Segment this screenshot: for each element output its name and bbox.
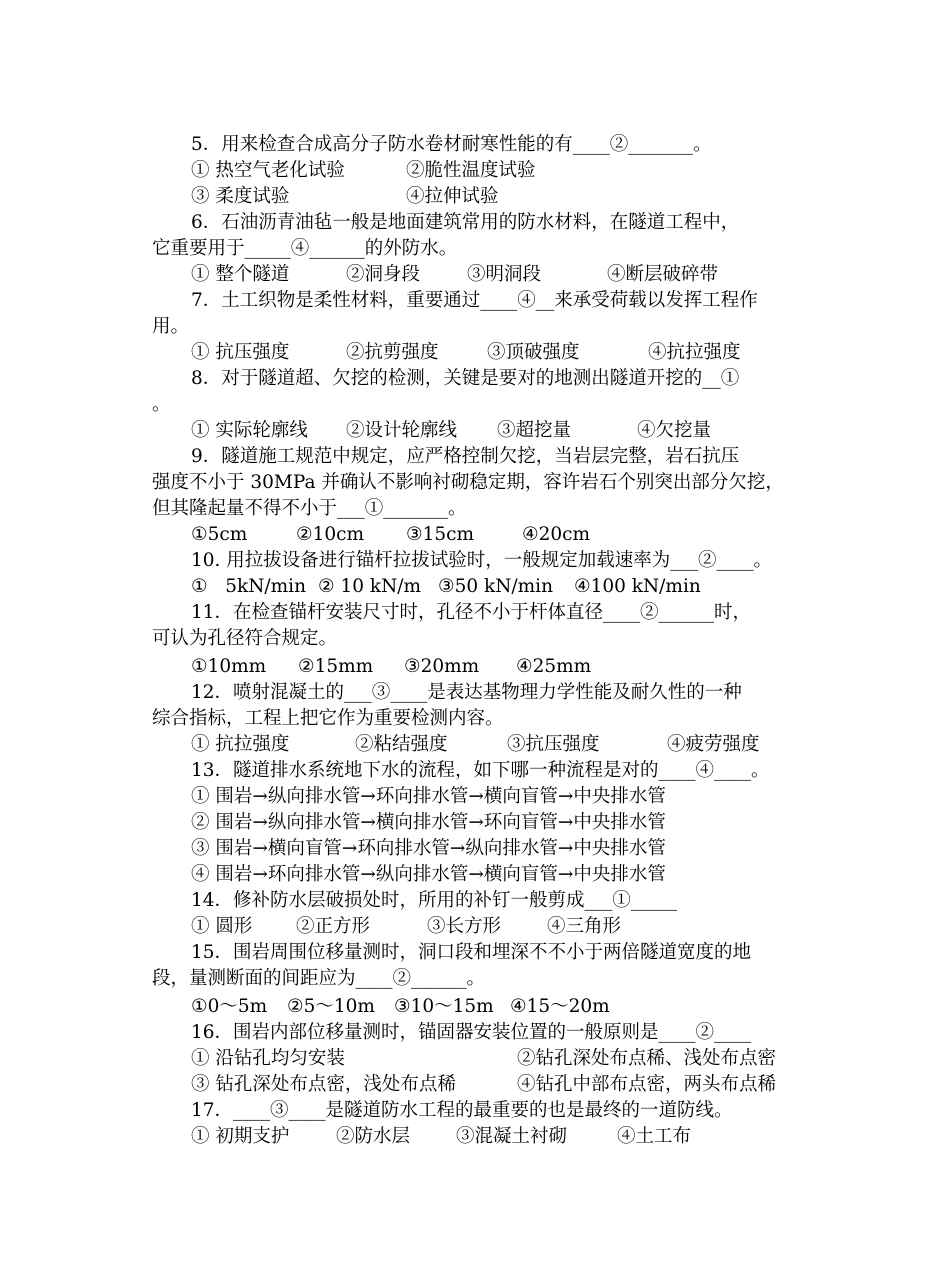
question-11-stem-cont: 可认为孔径符合规定。 — [152, 628, 338, 649]
q5-option-4: ④拉伸试验 — [406, 186, 499, 207]
q16-option-4: ④钻孔中部布点密，两头布点稀 — [517, 1074, 777, 1095]
q15-option-1: ①0～5m — [191, 996, 268, 1017]
q16-option-3: ③ 钻孔深处布点密，浅处布点稀 — [191, 1074, 456, 1095]
q6-option-1: ① 整个隧道 — [191, 264, 290, 285]
question-8-stem: 8．对于隧道超、欠挖的检测，关键是要对的地测出隧道开挖的__① — [191, 368, 740, 389]
q8-option-2: ②设计轮廓线 — [346, 420, 458, 441]
q6-option-2: ②洞身段 — [346, 264, 421, 285]
q17-option-1: ① 初期支护 — [191, 1126, 290, 1147]
question-11-stem: 11．在检查锚杆安装尺寸时，孔径不小于杆体直径____②______时， — [191, 602, 752, 623]
q5-option-1: ① 热空气老化试验 — [191, 160, 345, 181]
q14-option-1: ① 圆形 — [191, 916, 253, 937]
q11-option-1: ①10mm — [191, 656, 267, 677]
q17-option-2: ②防水层 — [336, 1126, 411, 1147]
q7-option-3: ③顶破强度 — [487, 342, 580, 363]
question-14-stem: 14．修补防水层破损处时，所用的补钉一般剪成___①_____ — [191, 890, 678, 911]
question-13-stem: 13．隧道排水系统地下水的流程，如下哪一种流程是对的____④____。 — [191, 760, 770, 781]
question-16-stem: 16．围岩内部位移量测时，锚固器安装位置的一般原则是____②____ — [191, 1022, 752, 1043]
q14-option-4: ④三角形 — [547, 916, 622, 937]
q11-option-3: ③20mm — [404, 656, 480, 677]
q12-option-3: ③抗压强度 — [507, 734, 600, 755]
q12-option-2: ②粘结强度 — [355, 734, 448, 755]
q8-option-4: ④欠挖量 — [637, 420, 712, 441]
q17-option-3: ③混凝土衬砌 — [456, 1126, 568, 1147]
question-17-stem: 17．____③____是隧道防水工程的最重要的也是最终的一道防线。 — [191, 1100, 733, 1121]
q7-option-4: ④抗拉强度 — [648, 342, 741, 363]
q8-option-1: ① 实际轮廓线 — [191, 420, 308, 441]
q10-option-3: ③50 kN/min — [438, 576, 554, 597]
question-12-stem-cont: 综合指标，工程上把它作为重要检测内容。 — [152, 708, 504, 729]
q17-option-4: ④土工布 — [617, 1126, 692, 1147]
q9-option-4: ④20cm — [522, 524, 591, 545]
q8-option-3: ③超挖量 — [497, 420, 572, 441]
q7-option-2: ②抗剪强度 — [346, 342, 439, 363]
q6-option-3: ③明洞段 — [467, 264, 542, 285]
question-15-stem: 15．围岩周围位移量测时，洞口段和埋深不不小于两倍隧道宽度的地 — [191, 942, 752, 963]
question-6-stem: 6．石油沥青油毡一般是地面建筑常用的防水材料，在隧道工程中， — [191, 212, 740, 233]
q15-option-4: ④15～20m — [510, 996, 610, 1017]
q11-option-2: ②15mm — [298, 656, 374, 677]
q10-option-1: ① 5kN/min — [191, 576, 307, 597]
question-8-stem-cont: 。 — [152, 394, 171, 415]
q9-option-2: ②10cm — [296, 524, 365, 545]
q10-option-2: ② 10 kN/m — [318, 576, 422, 597]
q14-option-2: ②正方形 — [296, 916, 371, 937]
q16-option-1: ① 沿钻孔均匀安装 — [191, 1048, 345, 1069]
question-10-stem: 10. 用拉拔设备进行锚杆拉拔试验时，一般规定加载速率为___②____。 — [191, 550, 773, 571]
q5-option-2: ②脆性温度试验 — [406, 160, 536, 181]
q9-option-3: ③15cm — [406, 524, 475, 545]
q10-option-4: ④100 kN/min — [574, 576, 701, 597]
question-9-stem-cont-2: 但其隆起量不得不小于___①_______。 — [152, 498, 467, 519]
question-7-stem-cont: 用。 — [152, 316, 190, 337]
q7-option-1: ① 抗压强度 — [191, 342, 290, 363]
question-9-stem: 9．隧道施工规范中规定，应严格控制欠挖，当岩层完整，岩石抗压 — [191, 446, 740, 467]
question-6-stem-cont: 它重要用于_____④______的外防水。 — [152, 238, 458, 259]
q6-option-4: ④断层破碎带 — [607, 264, 719, 285]
q11-option-4: ④25mm — [516, 656, 592, 677]
question-7-stem: 7．土工织物是柔性材料，重要通过____④__来承受荷载以发挥工程作 — [191, 290, 758, 311]
q16-option-2: ②钻孔深处布点稀、浅处布点密 — [517, 1048, 777, 1069]
q13-option-4: ④ 围岩→环向排水管→纵向排水管→横向盲管→中央排水管 — [191, 864, 666, 885]
q15-option-3: ③10～15m — [394, 996, 494, 1017]
question-12-stem: 12．喷射混凝土的___③____是表达基物理力学性能及耐久性的一种 — [191, 682, 742, 703]
question-15-stem-cont: 段，量测断面的间距应为____②______。 — [152, 968, 486, 989]
q13-option-3: ③ 围岩→横向盲管→环向排水管→纵向排水管→中央排水管 — [191, 838, 666, 859]
q13-option-1: ① 围岩→纵向排水管→环向排水管→横向盲管→中央排水管 — [191, 786, 666, 807]
q13-option-2: ② 围岩→纵向排水管→横向排水管→环向盲管→中央排水管 — [191, 812, 666, 833]
question-5-stem: 5．用来检查合成高分子防水卷材耐寒性能的有____②_______。 — [191, 134, 712, 155]
q14-option-3: ③长方形 — [427, 916, 502, 937]
q5-option-3: ③ 柔度试验 — [191, 186, 290, 207]
q12-option-4: ④疲劳强度 — [667, 734, 760, 755]
q15-option-2: ②5～10m — [287, 996, 375, 1017]
q12-option-1: ① 抗拉强度 — [191, 734, 290, 755]
q9-option-1: ①5cm — [191, 524, 248, 545]
question-9-stem-cont-1: 强度不小于 30MPa 并确认不影响衬砌稳定期，容许岩石个别突出部分欠挖， — [152, 472, 784, 493]
